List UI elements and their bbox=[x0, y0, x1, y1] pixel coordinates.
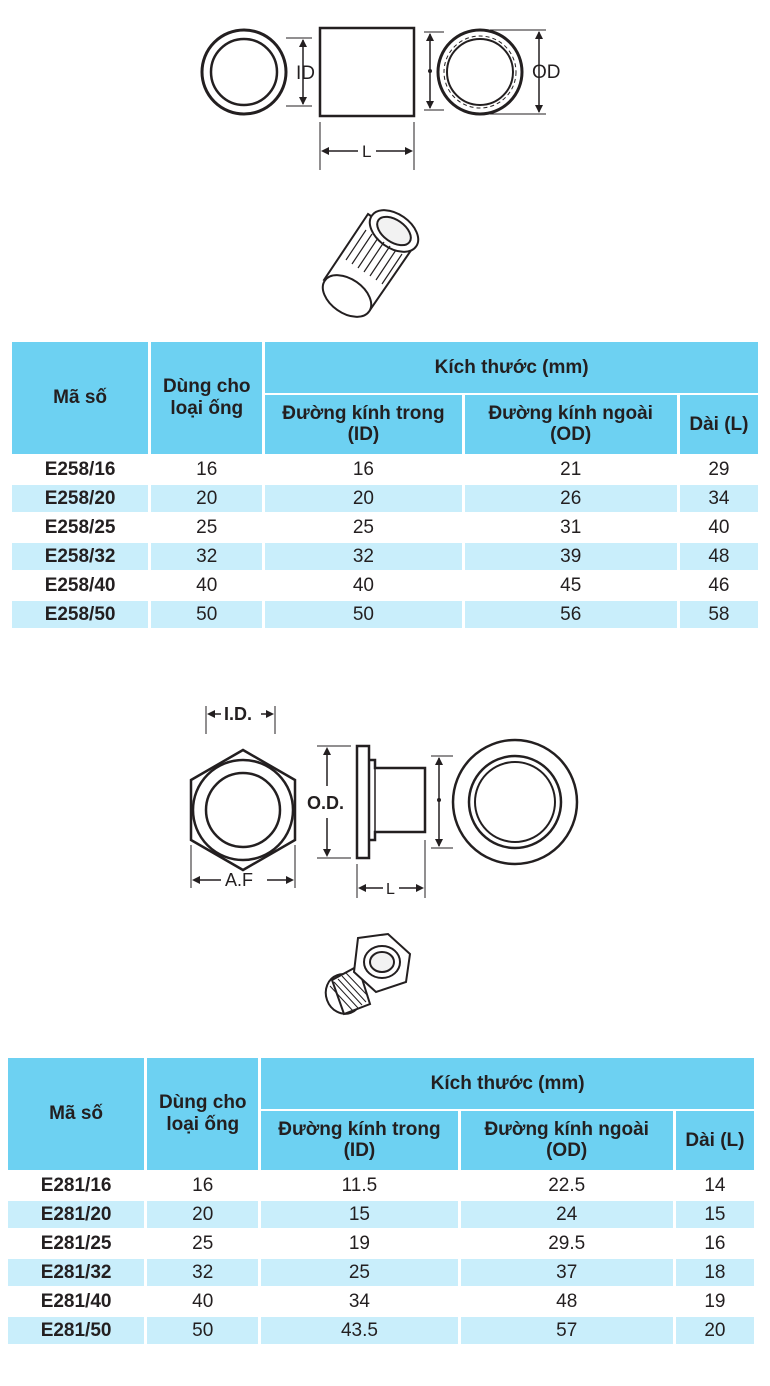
length-cell: 14 bbox=[704, 1174, 726, 1196]
hex-bush-dimension-drawing bbox=[185, 700, 595, 900]
hex-bush-product-image bbox=[318, 930, 418, 1020]
pipe-cell: 40 bbox=[196, 574, 218, 596]
table-row bbox=[8, 1288, 754, 1315]
id-cell: 25 bbox=[261, 1259, 457, 1286]
od-cell: 24 bbox=[461, 1201, 673, 1228]
header-code: Mã số bbox=[8, 1058, 144, 1170]
code-cell: E258/16 bbox=[44, 458, 116, 480]
id-cell: 43.5 bbox=[261, 1317, 457, 1344]
code-cell: E281/50 bbox=[8, 1317, 144, 1344]
od-cell: 56 bbox=[465, 601, 677, 628]
pipe-cell: 32 bbox=[147, 1259, 258, 1286]
header-inner-diameter: Đường kính trong (ID) bbox=[261, 1111, 457, 1170]
table-row bbox=[8, 1230, 754, 1257]
code-cell: E281/20 bbox=[8, 1201, 144, 1228]
coupling-spec-table bbox=[9, 340, 761, 630]
id-cell: 20 bbox=[265, 485, 461, 512]
od-cell: 22.5 bbox=[548, 1174, 586, 1196]
id-cell: 40 bbox=[352, 574, 374, 596]
length-cell: 40 bbox=[708, 516, 730, 538]
pipe-cell: 20 bbox=[147, 1201, 258, 1228]
od-cell: 37 bbox=[461, 1259, 673, 1286]
header-outer-diameter: Đường kính ngoài (OD) bbox=[465, 395, 677, 454]
header-outer-diameter: Đường kính ngoài (OD) bbox=[461, 1111, 673, 1170]
od-cell: 39 bbox=[465, 543, 677, 570]
header-pipe: Dùng cho loại ống bbox=[147, 1058, 258, 1170]
od-label: OD bbox=[532, 62, 561, 83]
id-cell: 16 bbox=[352, 458, 374, 480]
pipe-cell: 50 bbox=[151, 601, 262, 628]
od-cell: 26 bbox=[465, 485, 677, 512]
header-length: Dài (L) bbox=[680, 395, 758, 454]
id-cell: 25 bbox=[352, 516, 374, 538]
table-row bbox=[12, 514, 758, 541]
length-cell: 20 bbox=[676, 1317, 754, 1344]
length-cell: 46 bbox=[708, 574, 730, 596]
pipe-cell: 25 bbox=[196, 516, 218, 538]
table-row bbox=[12, 572, 758, 599]
header-inner-diameter: Đường kính trong (ID) bbox=[265, 395, 461, 454]
code-cell: E258/25 bbox=[44, 516, 116, 538]
pipe-cell: 16 bbox=[196, 458, 218, 480]
od-label: O.D. bbox=[307, 793, 345, 813]
id-cell: 15 bbox=[261, 1201, 457, 1228]
od-cell: 45 bbox=[560, 574, 582, 596]
table-row bbox=[8, 1317, 754, 1344]
length-cell: 16 bbox=[704, 1232, 726, 1254]
code-cell: E281/40 bbox=[40, 1290, 112, 1312]
coupling-dimension-drawing bbox=[190, 12, 580, 172]
od-cell: 21 bbox=[560, 458, 582, 480]
pipe-cell: 16 bbox=[192, 1174, 214, 1196]
id-cell: 50 bbox=[265, 601, 461, 628]
id-cell: 11.5 bbox=[341, 1174, 378, 1196]
table-row bbox=[12, 485, 758, 512]
length-label: L bbox=[362, 142, 372, 161]
hex-bush-spec-table bbox=[5, 1056, 757, 1346]
coupling-product-image bbox=[310, 200, 440, 330]
od-cell: 31 bbox=[560, 516, 582, 538]
pipe-cell: 50 bbox=[147, 1317, 258, 1344]
header-length: Dài (L) bbox=[676, 1111, 754, 1170]
code-cell: E258/20 bbox=[12, 485, 148, 512]
od-cell: 48 bbox=[556, 1290, 578, 1312]
pipe-cell: 32 bbox=[151, 543, 262, 570]
table-row bbox=[12, 543, 758, 570]
header-pipe: Dùng cho loại ống bbox=[151, 342, 262, 454]
table-row bbox=[8, 1172, 754, 1199]
af-label: A.F bbox=[225, 870, 254, 890]
length-cell: 29 bbox=[708, 458, 730, 480]
id-label: I.D. bbox=[224, 704, 253, 724]
table-row bbox=[8, 1201, 754, 1228]
code-cell: E281/32 bbox=[8, 1259, 144, 1286]
pipe-cell: 25 bbox=[192, 1232, 214, 1254]
id-cell: 32 bbox=[265, 543, 461, 570]
length-cell: 58 bbox=[680, 601, 758, 628]
id-label: ID bbox=[296, 63, 315, 84]
id-cell: 19 bbox=[348, 1232, 370, 1254]
table-row bbox=[12, 601, 758, 628]
length-cell: 19 bbox=[704, 1290, 726, 1312]
pipe-cell: 40 bbox=[192, 1290, 214, 1312]
length-cell: 18 bbox=[676, 1259, 754, 1286]
length-cell: 48 bbox=[680, 543, 758, 570]
pipe-cell: 20 bbox=[151, 485, 262, 512]
code-cell: E258/50 bbox=[12, 601, 148, 628]
od-cell: 29.5 bbox=[548, 1232, 586, 1254]
length-label: L bbox=[386, 881, 395, 898]
code-cell: E258/32 bbox=[12, 543, 148, 570]
header-code: Mã số bbox=[12, 342, 148, 454]
code-cell: E281/16 bbox=[40, 1174, 112, 1196]
id-cell: 34 bbox=[348, 1290, 370, 1312]
length-cell: 15 bbox=[676, 1201, 754, 1228]
table-row bbox=[8, 1259, 754, 1286]
table-row bbox=[12, 456, 758, 483]
code-cell: E258/40 bbox=[44, 574, 116, 596]
od-cell: 57 bbox=[461, 1317, 673, 1344]
length-cell: 34 bbox=[680, 485, 758, 512]
header-dimensions: Kích thước (mm) bbox=[261, 1058, 754, 1109]
code-cell: E281/25 bbox=[40, 1232, 112, 1254]
header-dimensions: Kích thước (mm) bbox=[265, 342, 758, 393]
